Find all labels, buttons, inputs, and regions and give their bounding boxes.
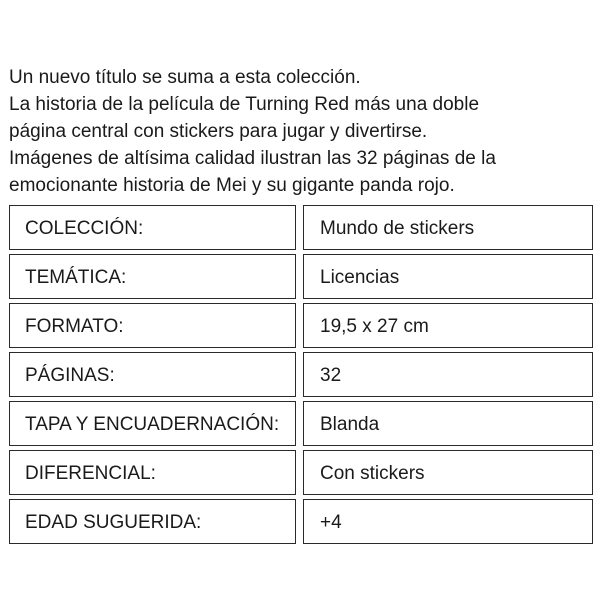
description-line: Un nuevo título se suma a esta colección. (9, 67, 361, 88)
spec-row-paginas (9, 352, 593, 397)
spec-row-tapa (9, 401, 593, 446)
spec-value: +4 (303, 499, 593, 544)
spec-label: PÁGINAS: (9, 352, 296, 397)
spec-label: COLECCIÓN: (9, 205, 296, 250)
description-line: emocionante historia de Mei y su gigante panda rojo. (9, 175, 455, 196)
spec-label: FORMATO: (9, 303, 296, 348)
spec-label: TEMÁTICA: (9, 254, 296, 299)
spec-value: Blanda (303, 401, 593, 446)
spec-table (9, 205, 593, 548)
spec-value: 32 (303, 352, 593, 397)
spec-value: Licencias (303, 254, 593, 299)
spec-row-coleccion (9, 205, 593, 250)
spec-value: Con stickers (303, 450, 593, 495)
spec-label: EDAD SUGUERIDA: (9, 499, 296, 544)
spec-label: TAPA Y ENCUADERNACIÓN: (9, 401, 296, 446)
description-line: Imágenes de altísima calidad ilustran las 32 páginas de la (9, 148, 496, 169)
spec-label: DIFERENCIAL: (9, 450, 296, 495)
spec-row-diferencial (9, 450, 593, 495)
spec-row-edad (9, 499, 593, 544)
spec-value: Mundo de stickers (303, 205, 593, 250)
spec-value: 19,5 x 27 cm (303, 303, 593, 348)
product-description (9, 64, 594, 199)
spec-row-tematica (9, 254, 593, 299)
description-line: página central con stickers para jugar y divertirse. (9, 121, 428, 142)
spec-row-formato (9, 303, 593, 348)
description-line: La historia de la película de Turning Red más una doble (9, 94, 480, 115)
